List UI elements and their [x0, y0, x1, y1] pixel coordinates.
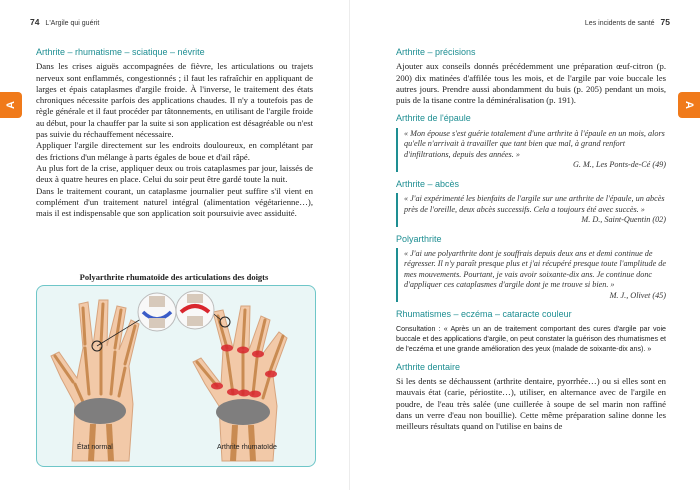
- paragraph-crises: Dans les crises aiguës accompagnées de fièvre, les articulations ou trajets nerveux sont enflammés, congestionnés ; il faut les rafraîchir en appliquant de larges et épais cataplasmes d'argile froide. À l'inverse, le traitement des états chroniques nécessite parfois des applications chaudes. Il n'y a toutefois pas de règle générale et il faut procéder par tâtonnements, en utilisant de l'argile froide au début, pour la chauffer par la suite si son application est désagréable ou n'est pas suivie du réchauffement nécessaire.: [36, 61, 313, 140]
- rheumatoid-hand: [193, 306, 287, 461]
- section-heading-arthrite-rhumatisme: Arthrite – rhumatisme – sciatique – névrite: [36, 47, 205, 57]
- left-running-title: L'Argile qui guérit: [45, 20, 100, 27]
- right-text-column: [396, 47, 666, 433]
- heading-arthrite-epaule: Arthrite de l'épaule: [396, 113, 471, 124]
- figure-title: Polyarthrite rhumatoïde des articulations des doigts: [79, 272, 269, 282]
- left-running-header: [30, 17, 99, 27]
- paragraph-traitement-courant: Dans le traitement courant, un cataplasme journalier peut suffire s'il vient en complément d'un traitement naturel intégral (alimentation végétarienne…), mais il est indispensable que son application soit poursuivie avec assiduité.: [36, 185, 313, 219]
- heading-polyarthrite: Polyarthrite: [396, 233, 442, 244]
- heading-arthrite-abces: Arthrite – abcès: [396, 178, 460, 189]
- heading-arthrite-dentaire: Arthrite dentaire: [396, 361, 461, 372]
- cite-polyarthrite: M. J., Olivet (45): [609, 290, 666, 300]
- right-running-title: Les incidents de santé: [584, 20, 655, 27]
- caption-rheumatoid: Arthrite rhumatoïde: [217, 444, 277, 451]
- right-page-number: 75: [660, 17, 670, 27]
- cite-epaule: G. M., Les Ponts-de-Cé (49): [572, 160, 666, 170]
- hands-illustration: [36, 285, 316, 467]
- paragraph-plus-fort: Au plus fort de la crise, appliquer deux ou trois cataplasmes par jour, laissés de deux à quatre heures en place. Celui du soir peut être gardé toute la nuit.: [36, 162, 313, 185]
- normal-hand: [51, 300, 139, 461]
- text-precisions: Ajouter aux conseils donnés précédemment une préparation œuf-citron (p. 200) dix matinées d'affilée tous les mois, et de l'argile par voie buccale les autres jours. Prendre aussi abondamment du buis (p. 205) pendant un mois, puis de la tisane contre la déminéralisation (p. 191).: [396, 61, 666, 106]
- paragraph-appliquer: Appliquer l'argile directement sur les endroits douloureux, en complétant par des frictions d'un mélange à parts égales de boue et d'ail râpé.: [36, 140, 313, 162]
- heading-arthrite-precisions: Arthrite – précisions: [396, 47, 476, 57]
- cite-abces: M. D., Saint-Quentin (02): [581, 215, 666, 225]
- right-running-header: [585, 17, 670, 27]
- left-section-tab: A: [0, 92, 22, 118]
- quote-abces: « J'ai expérimenté les bienfaits de l'argile sur une arthrite de l'épaule, un abcès près de l'oreille, deux abcès successifs. Cela a toujours été avec succès. » M. D., Saint-Quentin (02): [396, 193, 666, 227]
- text-consultation: Consultation : « Après un an de traitement comportant des cures d'argile par voie buccale et des applications d'argile, on peut constater la guérison des rhumatismes et de l'eczéma et une grande amélioration des yeux (malade de soixante-dix ans). »: [396, 324, 666, 354]
- heading-rhumatismes-eczema: Rhumatismes – eczéma – cataracte couleur: [396, 309, 572, 320]
- right-section-tab: A: [678, 92, 700, 118]
- hands-drawing: [37, 286, 315, 466]
- caption-normal: État normal: [77, 444, 113, 451]
- text-dentaire: Si les dents se déchaussent (arthrite dentaire, pyorrhée…) ou si elles sont en mauvais état (carie, périostite…), utiliser, en alternance avec de l'argile en poudre, de l'eau très salée (une cuillerée à soupe de sel marin non raffiné dans un verre d'eau non bouillie). Cette même préparation saline donne les meilleurs résultats quand on l'utilise en bains de: [396, 376, 666, 432]
- quote-polyarthrite: « J'ai une polyarthrite dont je souffrais depuis deux ans et demi continue de régresser. Il n'y paraît presque plus et j'ai récupéré presque toute l'amplitude de mes mouvements. Pourtant, je vais avoir soixante-dix ans. Je continue donc d'appliquer ces cataplasmes d'argile dont je me trouve si bien. » M. J., Olivet (45): [396, 248, 666, 303]
- quote-epaule: « Mon épouse s'est guérie totalement d'une arthrite à l'épaule en un mois, alors qu'elle n'arrivait à travailler que tant bien que mal, à grand renfort d'infiltrations, depuis des années. » G. M., Les Ponts-de-Cé (49): [396, 128, 666, 172]
- left-text-column: [36, 47, 313, 219]
- right-page: [350, 0, 700, 490]
- left-page-number: 74: [30, 17, 40, 27]
